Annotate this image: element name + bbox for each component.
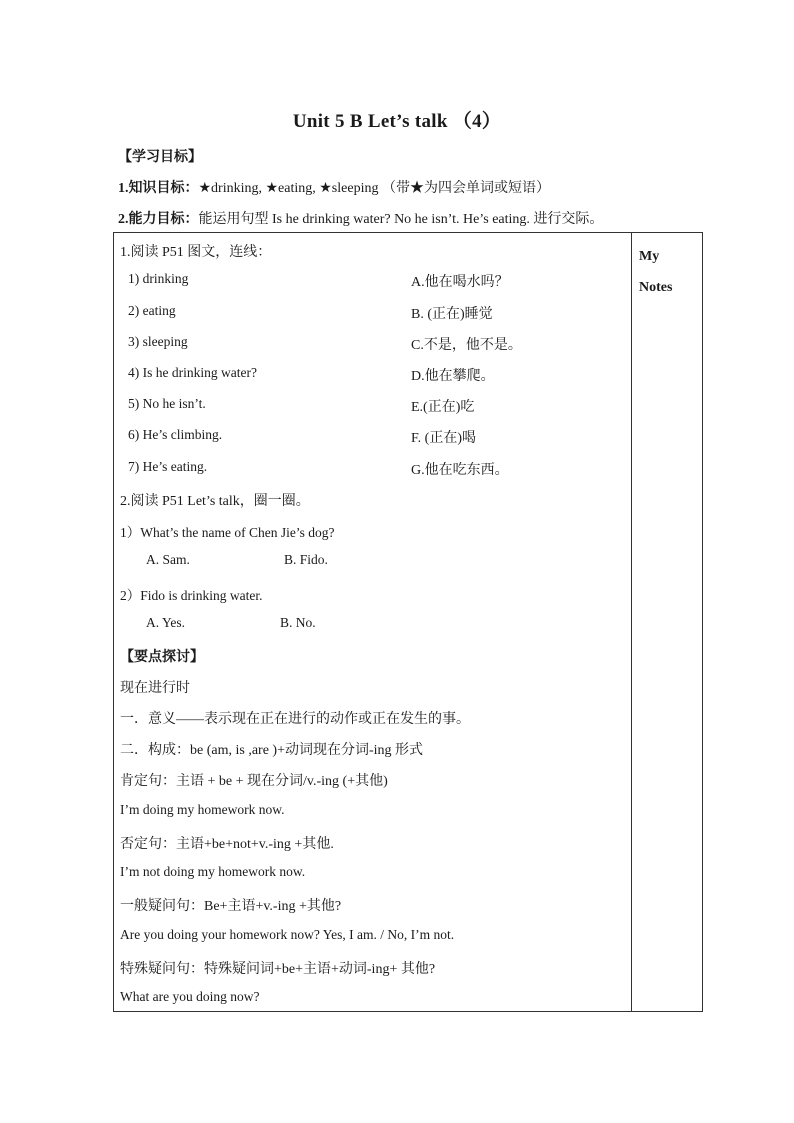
objective-knowledge-label: 1.知识目标：: [118, 181, 199, 196]
question-2-option-a: A. Yes.: [146, 615, 186, 630]
grammar-line: I’m doing my homework now.: [120, 802, 285, 817]
my-notes-column: [639, 241, 672, 303]
page-title: Unit 5 B Let’s talk （4）: [292, 111, 502, 132]
key-points-heading: 【要点探讨】: [120, 650, 204, 665]
match-right-item: E.(正在)吃: [411, 400, 475, 415]
match-left-item: 2) eating: [128, 303, 176, 318]
objective-ability: [118, 208, 603, 228]
task2-heading: 2.阅读 P51 Let’s talk，圈一圈。: [120, 494, 310, 509]
grammar-line: 一．意义——表示现在正在进行的动作或正在发生的事。: [120, 712, 470, 727]
match-right-item: G.他在吃东西。: [411, 463, 509, 478]
my-notes-label-2: Notes: [639, 280, 673, 295]
objective-knowledge: [118, 177, 550, 197]
grammar-line: What are you doing now?: [120, 989, 260, 1004]
grammar-line: 二．构成：be (am, is ,are )+动词现在分词-ing 形式: [120, 743, 424, 758]
question-1-option-a: A. Sam.: [146, 552, 190, 567]
question-1-option-b: B. Fido.: [284, 552, 328, 567]
grammar-line: 肯定句：主语 + be + 现在分词/v.-ing (+其他): [120, 774, 388, 789]
study-table: [113, 232, 703, 1012]
match-left-item: 7) He’s eating.: [128, 459, 208, 474]
match-right-item: C.不是，他不是。: [411, 338, 522, 353]
task1-heading: 1.阅读 P51 图文，连线：: [120, 245, 272, 260]
column-divider: [631, 233, 632, 1011]
match-right-item: F. (正在)喝: [411, 431, 476, 446]
my-notes-label-1: My: [639, 249, 660, 264]
match-left-item: 1) drinking: [128, 271, 189, 286]
grammar-line: 一般疑问句：Be+主语+v.-ing +其他?: [120, 899, 342, 914]
question-1: 1）What’s the name of Chen Jie’s dog?: [120, 525, 335, 540]
match-left-item: 6) He’s climbing.: [128, 427, 223, 442]
question-2: 2）Fido is drinking water.: [120, 588, 263, 603]
match-right-item: B. (正在)睡觉: [411, 307, 493, 322]
match-left-item: 4) Is he drinking water?: [128, 365, 257, 380]
objective-ability-text: 能运用句型 Is he drinking water? No he isn’t. He’s eating. 进行交际。: [198, 212, 604, 227]
match-right-item: A.他在喝水吗？: [411, 275, 509, 290]
match-left-item: 3) sleeping: [128, 334, 188, 349]
match-right-item: D.他在攀爬。: [411, 369, 495, 384]
objectives-heading: 【学习目标】: [118, 150, 202, 165]
grammar-line: 特殊疑问句：特殊疑问词+be+主语+动词-ing+ 其他?: [120, 962, 436, 977]
grammar-line: 现在进行时: [120, 681, 190, 696]
objective-ability-label: 2.能力目标：: [118, 212, 199, 227]
question-2-option-b: B. No.: [280, 615, 316, 630]
grammar-line: 否定句：主语+be+not+v.-ing +其他.: [120, 837, 334, 852]
grammar-line: Are you doing your homework now? Yes, I am. / No, I’m not.: [120, 927, 455, 942]
objective-knowledge-text: ★drinking, ★eating, ★sleeping （带★为四会单词或短语）: [198, 181, 550, 196]
match-left-item: 5) No he isn’t.: [128, 396, 206, 411]
grammar-line: I’m not doing my homework now.: [120, 864, 306, 879]
